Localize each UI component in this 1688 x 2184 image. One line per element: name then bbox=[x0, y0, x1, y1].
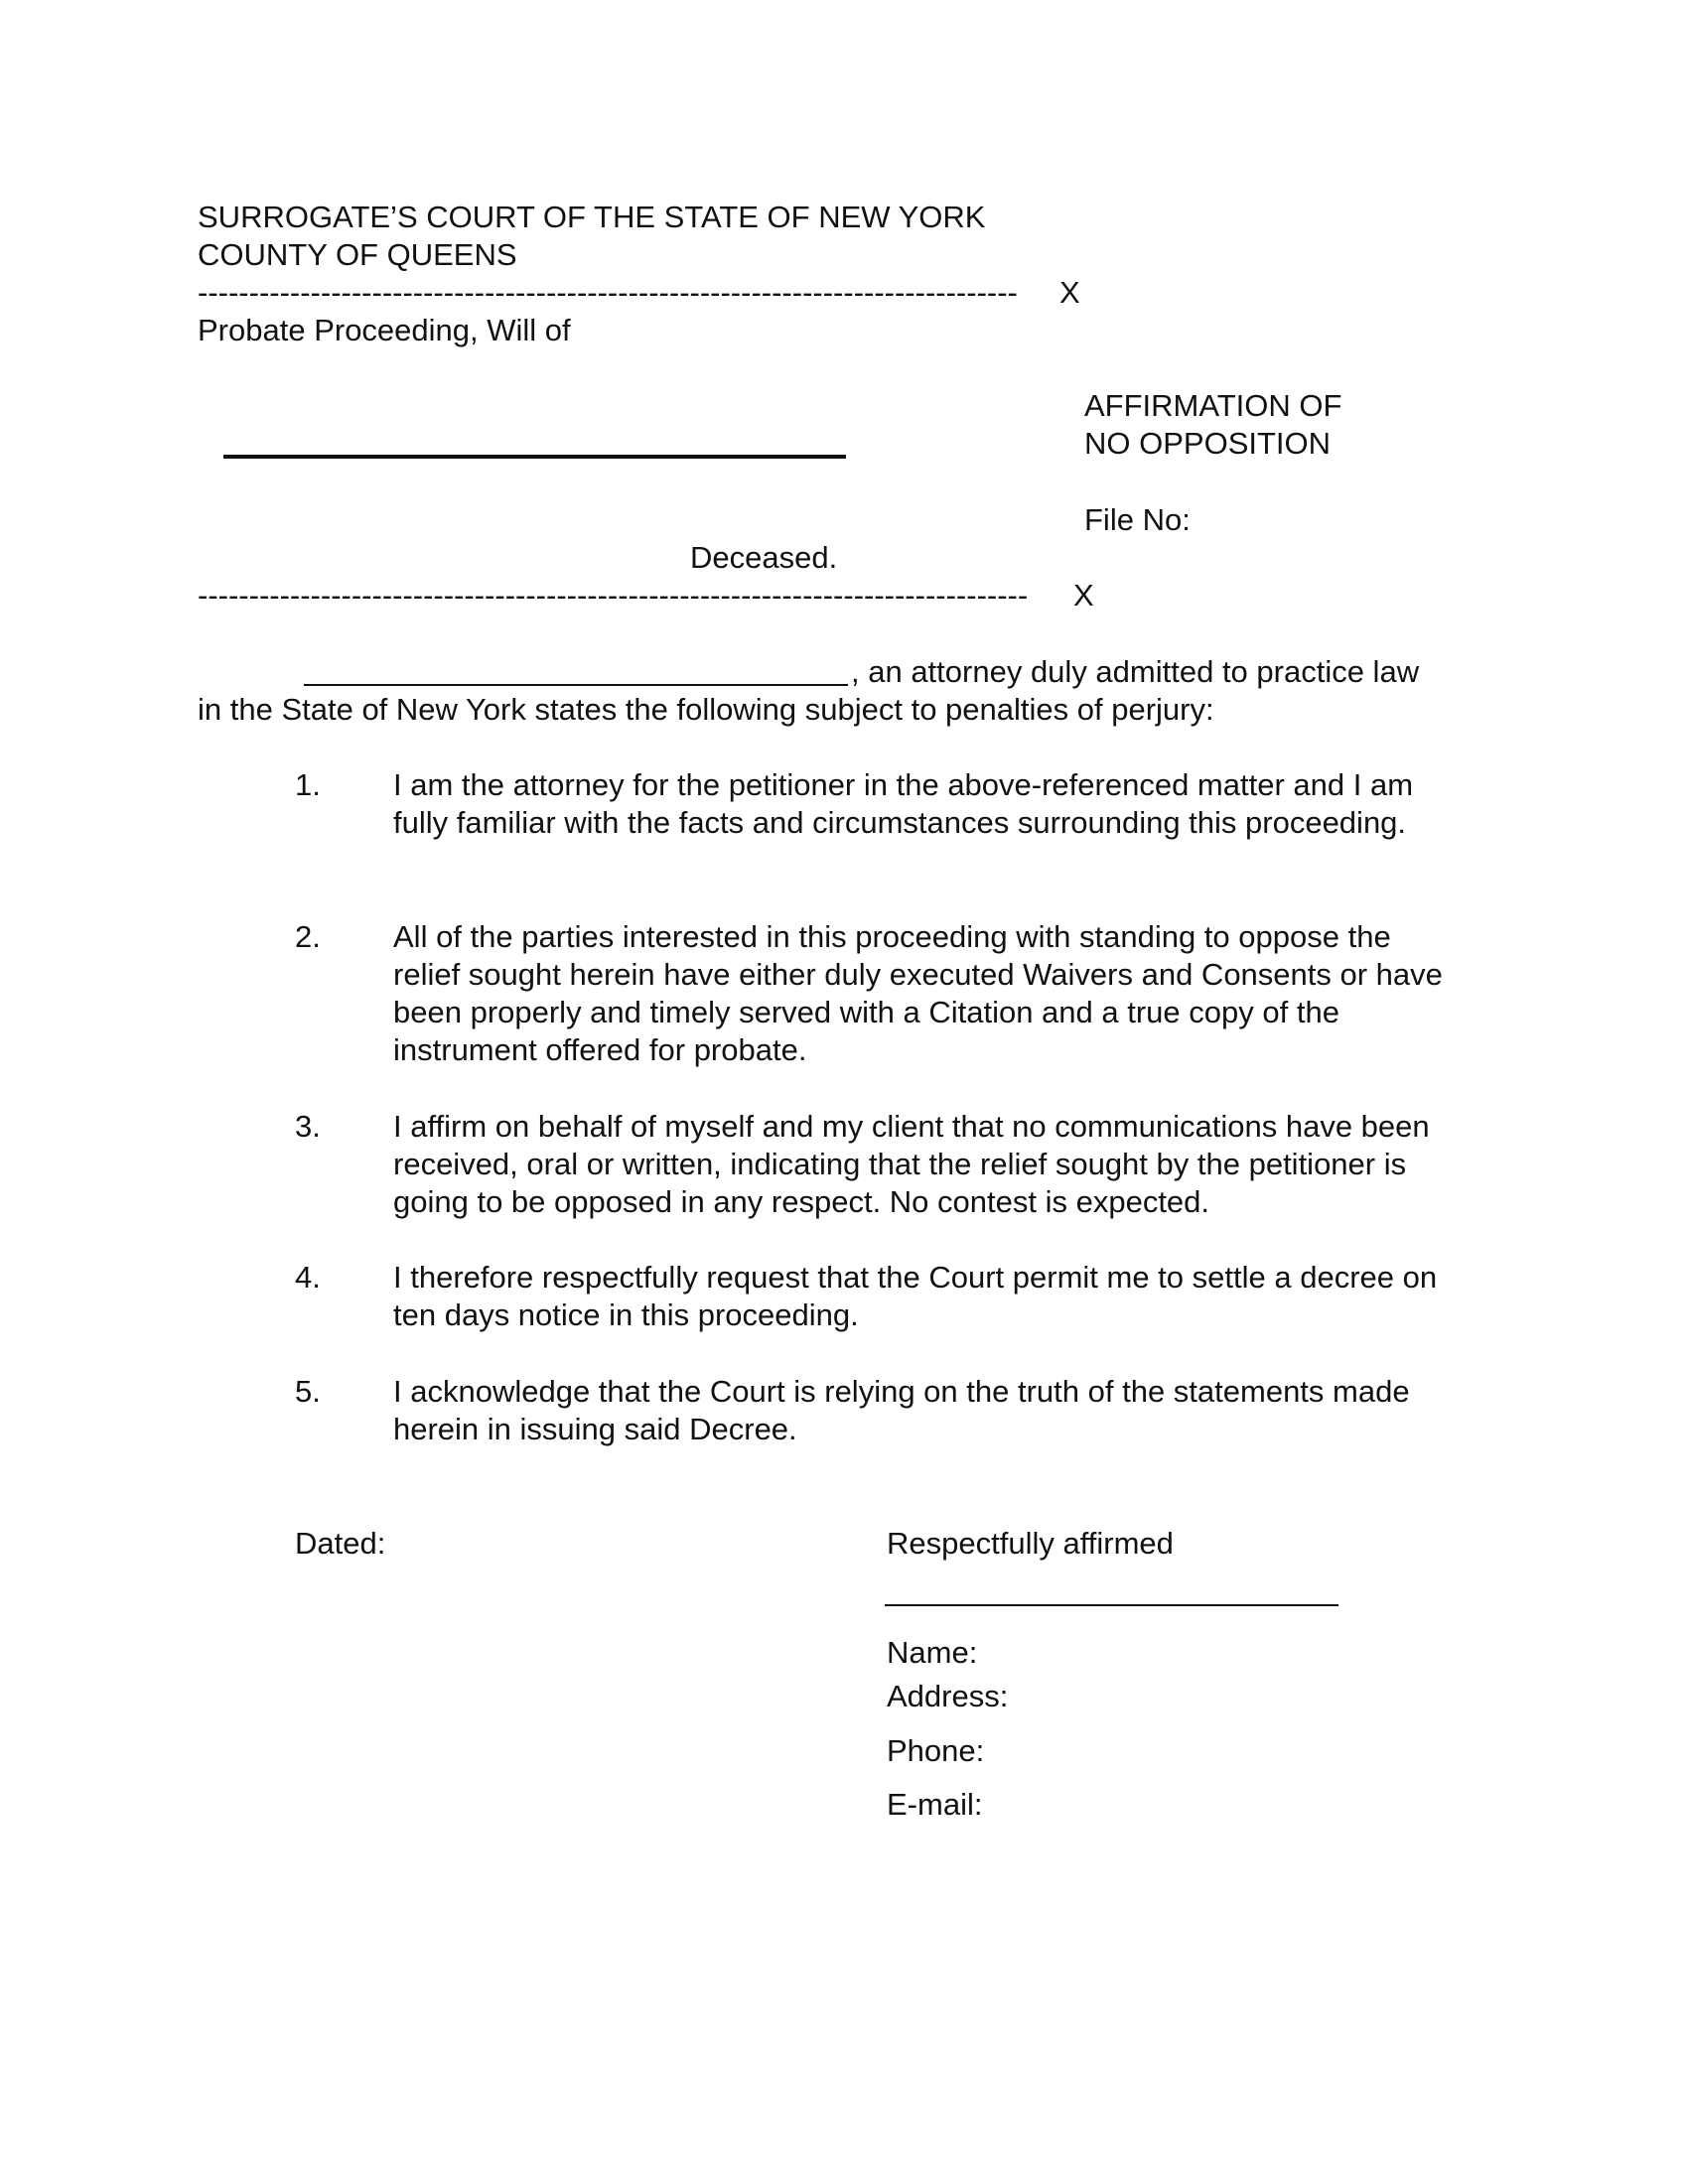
signature-line[interactable] bbox=[885, 1604, 1338, 1606]
email-label: E-mail: bbox=[887, 1787, 983, 1822]
item-text: All of the parties interested in this proceeding with standing to oppose the relief sought herein have either duly executed Waivers and Consents or have been properly and timely served with a Citation and a true copy of the instrument offered for probate. bbox=[393, 919, 1443, 1067]
document-title-line1: AFFIRMATION OF bbox=[1084, 388, 1342, 423]
name-label: Name: bbox=[887, 1635, 978, 1670]
proceeding-label: Probate Proceeding, Will of bbox=[198, 313, 571, 347]
county-name: COUNTY OF QUEENS bbox=[198, 237, 517, 272]
phone-label: Phone: bbox=[887, 1733, 985, 1768]
caption-divider-top-x: X bbox=[1059, 275, 1080, 310]
caption-divider-bottom-dashes: --------------------------------------------------------------------------------- bbox=[198, 578, 1029, 613]
file-number-label: File No: bbox=[1084, 502, 1191, 537]
attorney-name-line[interactable] bbox=[304, 684, 848, 686]
item-number: 1. bbox=[295, 767, 321, 802]
item-text: I acknowledge that the Court is relying on the truth of the statements made herein in issuing said Decree. bbox=[393, 1374, 1410, 1446]
court-name: SURROGATE’S COURT OF THE STATE OF NEW YORK bbox=[198, 200, 986, 234]
caption-divider-top-dashes: -------------------------------------------------------------------------------- bbox=[198, 275, 1018, 310]
item-number: 4. bbox=[295, 1260, 321, 1295]
item-number: 2. bbox=[295, 919, 321, 954]
item-text: I am the attorney for the petitioner in the above-referenced matter and I am fully familiar with the facts and circumstances surrounding this proceeding. bbox=[393, 767, 1414, 840]
document-title-line2: NO OPPOSITION bbox=[1084, 426, 1332, 461]
item-number: 5. bbox=[295, 1374, 321, 1409]
item-text: I affirm on behalf of myself and my client that no communications have been received, oral or written, indicating that the relief sought by the petitioner is going to be opposed in any respect. No contest is expected. bbox=[393, 1109, 1430, 1219]
address-label: Address: bbox=[887, 1679, 1009, 1713]
respectfully-affirmed-label: Respectfully affirmed bbox=[887, 1526, 1174, 1561]
dated-label: Dated: bbox=[295, 1526, 386, 1561]
caption-divider-bottom-x: X bbox=[1073, 578, 1094, 613]
deceased-label: Deceased. bbox=[690, 540, 838, 575]
decedent-name-line[interactable] bbox=[223, 455, 846, 459]
intro-line2: in the State of New York states the following subject to penalties of perjury: bbox=[198, 692, 1214, 727]
item-number: 3. bbox=[295, 1109, 321, 1144]
intro-line1: , an attorney duly admitted to practice law bbox=[851, 654, 1420, 689]
item-text: I therefore respectfully request that the Court permit me to settle a decree on ten days notice in this proceeding. bbox=[393, 1260, 1438, 1332]
